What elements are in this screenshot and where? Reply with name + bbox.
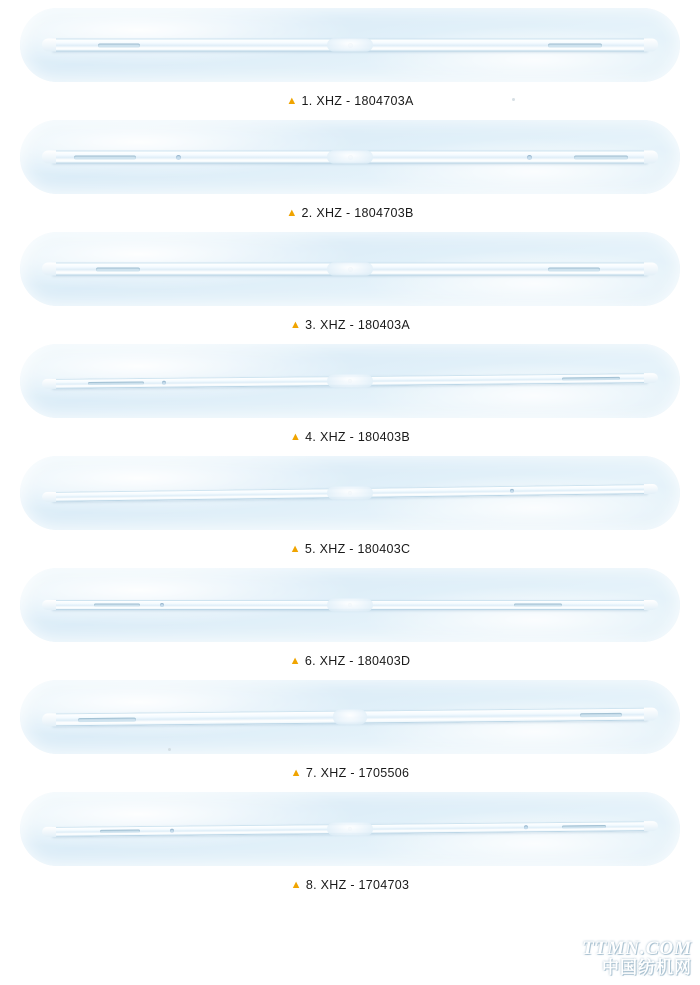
triangle-marker-icon: ▲	[286, 95, 298, 107]
bar-hole-left	[162, 381, 166, 385]
product-caption	[0, 82, 700, 108]
bar-left-end	[42, 713, 56, 726]
bar-slot-left	[96, 267, 140, 271]
bar-right-end	[644, 600, 658, 610]
product-label: 1. XHZ - 1804703A	[301, 94, 414, 108]
triangle-marker-icon: ▲	[290, 767, 302, 779]
product-caption	[0, 306, 700, 332]
product-photo	[20, 456, 680, 530]
bar-center-boss	[327, 823, 373, 836]
triangle-marker-icon: ▲	[289, 431, 302, 443]
bar-left-end	[42, 600, 56, 610]
bar-center-boss	[327, 263, 373, 276]
triangle-marker-icon: ▲	[290, 879, 302, 891]
bar-center-boss	[327, 487, 373, 500]
bar-slot-right	[562, 377, 620, 381]
product-photo	[20, 8, 680, 82]
bar-right-end	[644, 263, 658, 276]
product-item	[0, 668, 700, 780]
product-photo	[20, 232, 680, 306]
bar-hole-right	[510, 489, 514, 493]
product-label: 8. XHZ - 1704703	[305, 878, 410, 892]
product-item	[0, 556, 700, 668]
bar-hole-left	[176, 155, 181, 160]
product-caption	[0, 754, 700, 780]
bar-hole-left	[160, 603, 164, 607]
bar-slot-left	[88, 381, 144, 385]
watermark	[582, 939, 692, 977]
bar-slot-right	[574, 155, 628, 159]
product-photo	[20, 792, 680, 866]
bar-right-end	[644, 151, 658, 164]
triangle-marker-icon: ▲	[289, 543, 301, 555]
bar-slot-left	[98, 43, 140, 47]
product-label: 4. XHZ - 180403B	[305, 430, 411, 444]
bar-left-end	[42, 263, 56, 276]
bar-slot-right	[580, 712, 622, 716]
bar-center-boss	[333, 710, 367, 725]
product-item	[0, 108, 700, 220]
bar-right-end	[644, 484, 658, 494]
product-caption	[0, 642, 700, 668]
bar-right-end	[644, 821, 658, 831]
product-item	[0, 444, 700, 556]
bar-center-boss	[327, 375, 373, 388]
bar-center-boss	[327, 151, 373, 164]
bar-slot-right	[514, 604, 562, 607]
bar-hole-left	[170, 829, 174, 833]
product-item	[0, 0, 700, 108]
product-label: 6. XHZ - 180403D	[304, 654, 411, 668]
product-label: 3. XHZ - 180403A	[305, 318, 411, 332]
bar-right-end	[644, 39, 658, 52]
product-photo	[20, 120, 680, 194]
bar-left-end	[42, 492, 56, 502]
product-caption	[0, 418, 700, 444]
product-photo	[20, 568, 680, 642]
product-photo	[20, 680, 680, 754]
triangle-marker-icon: ▲	[289, 319, 302, 331]
bar-center-boss	[327, 599, 373, 612]
product-label: 5. XHZ - 180403C	[304, 542, 411, 556]
bar-slot-left	[94, 604, 140, 607]
bar-left-end	[42, 151, 56, 164]
product-item	[0, 332, 700, 444]
bar-right-end	[644, 373, 658, 383]
bar-slot-right	[548, 43, 602, 47]
triangle-marker-icon: ▲	[289, 655, 301, 667]
bar-slot-left	[100, 830, 140, 833]
product-item	[0, 780, 700, 892]
dust-speck	[168, 748, 171, 751]
product-label: 7. XHZ - 1705506	[305, 766, 410, 780]
product-caption	[0, 194, 700, 220]
bar-right-end	[644, 708, 658, 721]
triangle-marker-icon: ▲	[286, 207, 298, 219]
bar-left-end	[42, 827, 56, 837]
product-caption	[0, 866, 700, 892]
product-item	[0, 220, 700, 332]
bar-hole-right	[524, 825, 528, 829]
product-label: 2. XHZ - 1804703B	[301, 206, 414, 220]
bar-center-boss	[327, 39, 373, 52]
bar-left-end	[42, 379, 56, 389]
bar-slot-left	[78, 717, 136, 722]
watermark-site-cn: 中国纺机网	[602, 958, 692, 978]
bar-slot-left	[74, 155, 136, 159]
bar-slot-right	[562, 825, 606, 828]
dust-speck	[512, 98, 515, 101]
watermark-site: TTMN.COM	[582, 938, 692, 960]
product-caption	[0, 530, 700, 556]
bar-slot-right	[548, 267, 600, 271]
product-photo	[20, 344, 680, 418]
bar-hole-right	[527, 155, 532, 160]
bar-left-end	[42, 39, 56, 52]
